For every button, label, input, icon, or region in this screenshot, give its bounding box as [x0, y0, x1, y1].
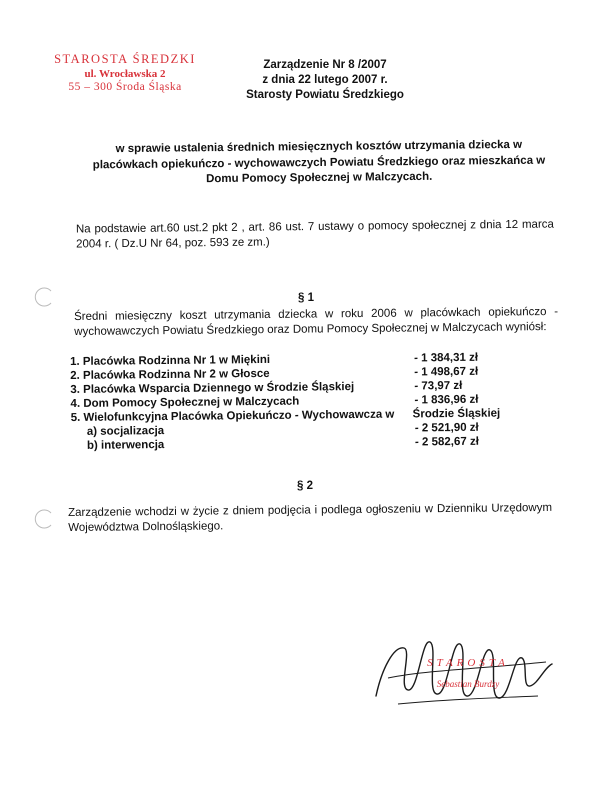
section-1-intro: Średni miesięczny koszt utrzymania dziecka w roku 2006 w placówkach opiekuńczo - wychowawczych Powiatu Średzkiego oraz Domu Pomocy Społecznej w Malczycach wyniósł: [74, 305, 559, 338]
document-subject: w sprawie ustalenia średnich miesięcznych kosztów utrzymania dziecka w placówkach opiekuńczo - wychowawczych Powiatu Średzkiego oraz mieszkańca w Domu Pomocy Społecznej w Malczycach. [92, 138, 546, 186]
section-1-heading: § 1 [298, 292, 314, 304]
stamp-line-city: 55 – 300 Środa Śląska [68, 81, 182, 93]
legal-basis: Na podstawie art.60 ust.2 pkt 2 , art. 86 ust. 7 ustawy o pomocy społecznej z dnia 12 marca 2004 r. ( Dz.U Nr 64, poz. 593 ze zm.) [75, 218, 554, 251]
stamp-line-street: ul. Wrocławska 2 [84, 68, 166, 80]
list-item-label: 1. Placówka Rodzinna Nr 1 w Miękini [70, 353, 271, 368]
document-header [225, 58, 425, 103]
list-item-label: 2. Placówka Rodzinna Nr 2 w Głosce [70, 367, 270, 382]
list-subitem-label: a) socjalizacja [86, 425, 165, 438]
document-number: Zarządzenie Nr 8 /2007 [263, 59, 387, 71]
section-2-text: Zarządzenie wchodzi w życie z dniem podjęcia i podlega ogłoszeniu w Dzienniku Urzędowym Województwa Dolnośląskiego. [68, 501, 553, 534]
list-item-label: 3. Placówka Wsparcia Dziennego w Środzie Śląskiej [70, 381, 355, 396]
signature-stamp-title: STAROSTA [427, 657, 509, 669]
document-issuer: Starosty Powiatu Średzkiego [246, 89, 404, 101]
list-item-label: 4. Dom Pomocy Społecznej w Malczycach [70, 395, 300, 410]
list-item-value: - 73,97 zł [414, 379, 463, 393]
list-item-value: - 1 836,96 zł [414, 393, 479, 407]
document-date: z dnia 22 lutego 2007 r. [262, 74, 388, 86]
signature-stamp-name: Sebastian Burdzy [436, 679, 500, 689]
list-subitem-value: - 2 582,67 zł [414, 435, 479, 449]
punch-hole-icon [34, 286, 56, 313]
list-item-value: - 1 384,31 zł [413, 351, 479, 365]
list-item-label-tail: Środzie Śląskiej [412, 407, 501, 421]
section-2-heading: § 2 [297, 480, 313, 492]
list-subitem-value: - 2 521,90 zł [414, 421, 479, 435]
stamp-line-office: STAROSTA ŚREDZKI [54, 52, 196, 66]
list-item-value: - 1 498,67 zł [414, 365, 479, 379]
list-item-label: 5. Wielofunkcyjna Placówka Opiekuńczo - Wychowawcza w [70, 408, 395, 424]
list-subitem-label: b) interwencja [86, 439, 165, 452]
office-stamp [50, 52, 200, 93]
signature-stamp [408, 657, 528, 689]
punch-hole-icon [34, 508, 56, 535]
cost-list [70, 350, 531, 453]
